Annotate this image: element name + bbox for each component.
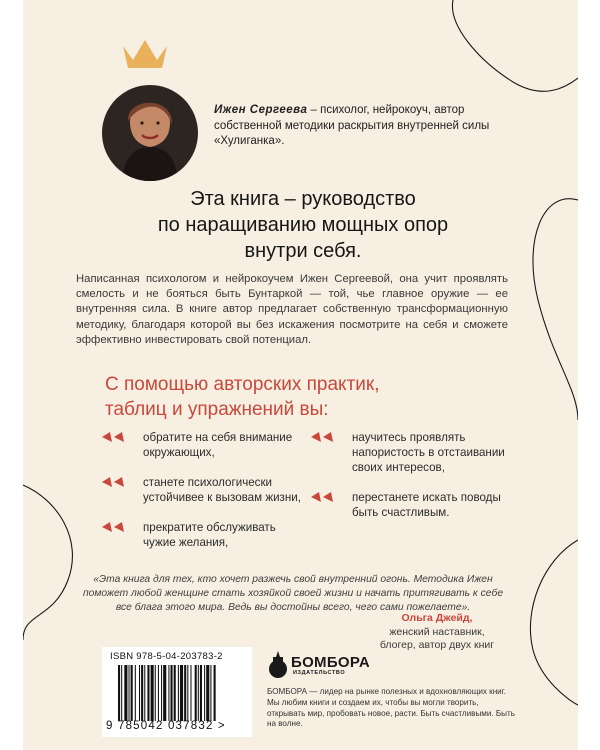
isbn-label: ISBN 978-5-04-203783-2 — [110, 651, 223, 662]
bombora-logo-icon — [267, 651, 289, 679]
barcode-bar — [195, 665, 197, 721]
bullet-marker-icon — [101, 431, 127, 443]
barcode-bar — [135, 665, 136, 721]
list-item-text: прекратите обслуживать чужие желания, — [143, 521, 276, 549]
barcode-bar — [178, 665, 179, 721]
bullet-marker-icon — [310, 491, 336, 503]
barcode-bar — [204, 665, 205, 721]
barcode-bar — [210, 665, 211, 721]
barcode-bar — [151, 665, 154, 721]
barcode-bar — [158, 665, 159, 721]
barcode-bar — [141, 665, 143, 721]
barcode-bar — [174, 665, 176, 721]
testimonial-author-role: блогер, автор двух книг — [379, 639, 495, 651]
list-item — [101, 430, 301, 460]
list-item-text: станете психологически устойчивее к вызовам жизни, — [143, 476, 301, 504]
barcode-bar — [147, 665, 149, 721]
list-item — [101, 520, 301, 550]
book-description: Написанная психологом и нейрокоучем Ижен Сергеевой, она учит проявлять смелость и не бояться быть Бунтаркой — той, чье главное оружие — ее внутренняя сила. В книге автор предлагает собственную трансформационную методику, благодаря которой вы без искажения посмотрите на себя и сможете эффективно инвестировать свой потенциал. — [76, 273, 508, 346]
ean-number: 9 785042 037832 > — [106, 720, 226, 732]
author-bio — [214, 103, 514, 150]
publisher-blurb: БОМБОРА — лидер на рынке полезных и вдохновляющих книг. Мы любим книги и создаем их, чтобы вы могли творить, открывать мир, пробовать новое, расти. Быть счастливыми. Быть на волне. — [267, 687, 515, 729]
testimonial-quote: «Эта книга для тех, кто хочет разжечь свой внутренний огонь. Методика Ижен поможет любой женщине стать хозяйкой своей жизни и начать притягивать к себе все блага этого мира. Ведь вы достойны всего, чего сами пожелаете». — [82, 574, 504, 613]
barcode-bar — [190, 665, 191, 721]
author-portrait-icon — [102, 85, 198, 181]
testimonial-author — [353, 612, 521, 653]
book-back-cover — [23, 0, 578, 750]
barcode-bar — [118, 665, 120, 721]
barcode-bar — [180, 665, 183, 721]
author-bio-text: – психолог, нейрокоуч, автор собственной методики раскрытия внутренней силы «Хулиганка». — [214, 104, 490, 147]
author-name: Ижен Сергеева — [214, 104, 308, 116]
barcode-bar — [144, 665, 145, 721]
barcode-bar — [206, 665, 209, 721]
testimonial-author-role: женский наставник, — [389, 625, 485, 638]
list-item-text: научитесь проявлять напористость в отстаивании своих интересов, — [352, 431, 505, 474]
bullet-marker-icon — [101, 521, 127, 533]
publisher-logo-name: БОМБОРА — [291, 654, 371, 671]
barcode-bar — [139, 665, 140, 721]
list-item — [310, 430, 510, 475]
benefits-heading-line-1: С помощью авторских практик, — [105, 374, 380, 395]
barcode-bars — [118, 665, 246, 721]
benefits-heading — [105, 372, 525, 422]
author-photo — [102, 85, 198, 181]
barcode-bar — [168, 665, 169, 721]
headline — [83, 186, 523, 264]
publisher-logo — [267, 651, 371, 679]
barcode-bar — [129, 665, 130, 721]
bullet-marker-icon — [101, 476, 127, 488]
barcode-bar — [214, 665, 216, 721]
barcode-bar — [184, 665, 186, 721]
headline-line-2: по наращиванию мощных опор — [157, 214, 449, 236]
barcode-bar — [200, 665, 202, 721]
barcode-bar — [121, 665, 122, 721]
benefits-list-left — [101, 430, 301, 565]
list-item-text: обратите на себя внимание окружающих, — [143, 431, 293, 459]
barcode-bar — [171, 665, 173, 721]
barcode — [102, 647, 252, 737]
headline-line-1: Эта книга – руководство — [190, 188, 416, 210]
barcode-bar — [131, 665, 133, 721]
crown-icon — [120, 38, 170, 72]
headline-line-3: внутри себя. — [244, 240, 362, 262]
barcode-bar — [198, 665, 199, 721]
benefits-heading-line-2: таблиц и упражнений вы: — [105, 399, 329, 420]
barcode-bar — [161, 665, 162, 721]
list-item-text: перестанете искать поводы быть счастливым. — [352, 491, 501, 519]
testimonial-author-name: Ольга Джейд, — [401, 612, 473, 624]
barcode-bar — [124, 665, 127, 721]
barcode-bar — [155, 665, 156, 721]
bullet-marker-icon — [310, 431, 336, 443]
barcode-bar — [163, 665, 166, 721]
list-item — [101, 475, 301, 505]
barcode-bar — [187, 665, 188, 721]
publisher-logo-subtitle: ИЗДАТЕЛЬСТВО — [293, 670, 346, 676]
list-item — [310, 490, 510, 520]
benefits-list-right — [310, 430, 510, 535]
